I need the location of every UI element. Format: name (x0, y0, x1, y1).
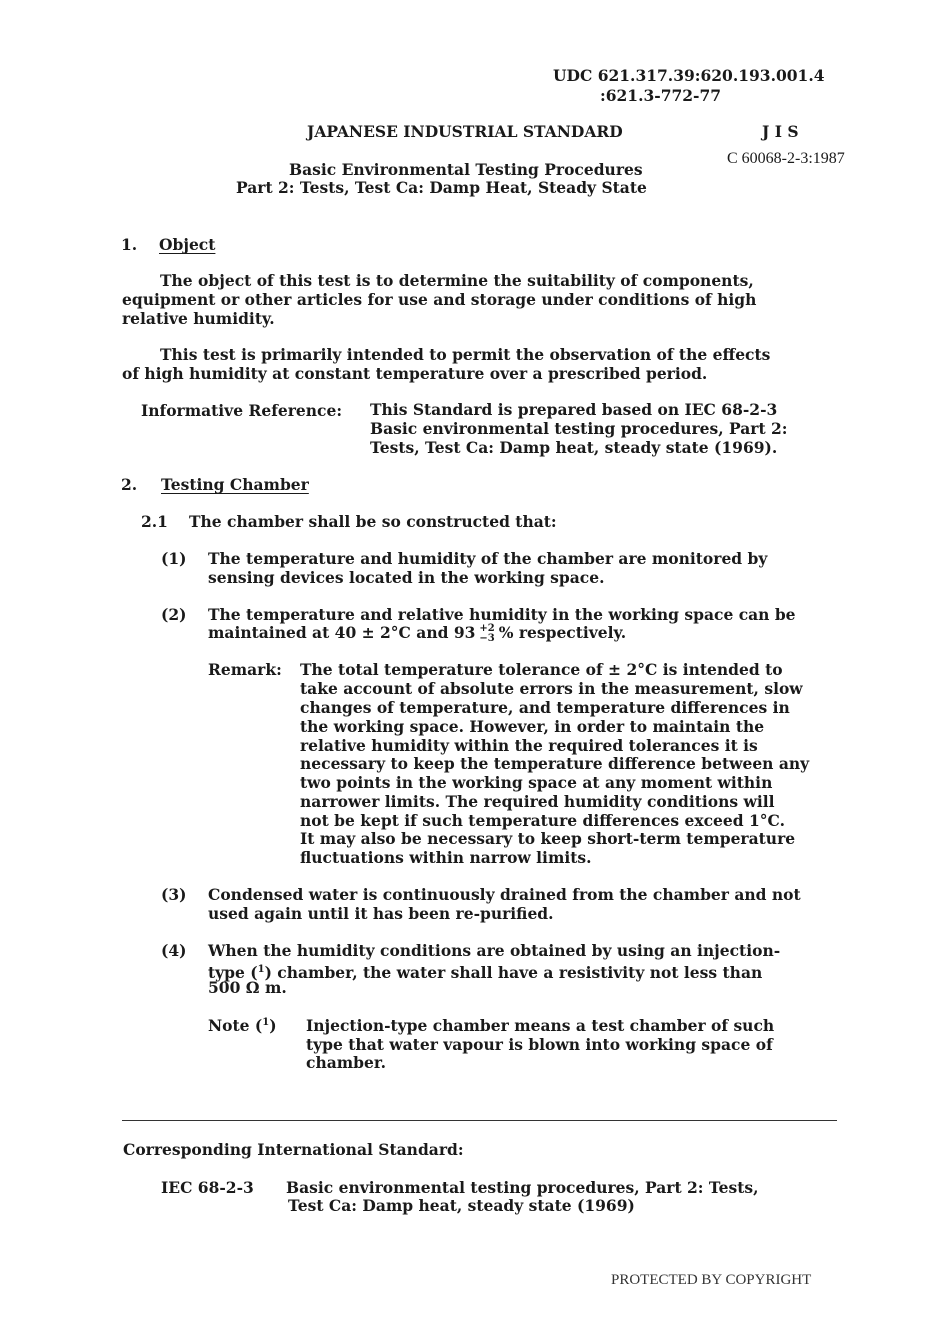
copyright-notice: PROTECTED BY COPYRIGHT (611, 1272, 812, 1288)
text-line: sensing devices located in the working space. (208, 568, 605, 587)
section-2-title: Testing Chamber (161, 475, 309, 494)
section-2-number: 2. (121, 475, 138, 494)
text-line: narrower limits. The required humidity conditions will (300, 792, 775, 811)
note-label (208, 1016, 277, 1035)
item-4-line-2-start: type ( (208, 963, 258, 983)
tolerance-minus: −3 (479, 633, 495, 644)
text-line: It may also be necessary to keep short-term temperature (300, 829, 796, 848)
text-line: two points in the working space at any moment within (300, 773, 773, 792)
text-line: When the humidity conditions are obtained by using an injection- (208, 941, 781, 960)
text-line: necessary to keep the temperature difference between any (300, 754, 810, 773)
item-2-label: (2) (161, 605, 187, 624)
jis-number: C 60068-2-3:1987 (727, 150, 845, 167)
text-line: of high humidity at constant temperature over a prescribed period. (122, 364, 708, 383)
text-line: The total temperature tolerance of ± 2°C is intended to (300, 660, 783, 679)
text-line: Basic environmental testing procedures, Part 2: (370, 419, 788, 438)
text-line: Condensed water is continuously drained from the chamber and not (208, 885, 801, 904)
item-2-line-2-start: maintained at 40 ± 2°C and 93 (208, 623, 476, 642)
text-line: used again until it has been re-purified. (208, 904, 554, 923)
note-label-start: Note ( (208, 1016, 263, 1035)
humidity-tolerance (479, 624, 494, 644)
title-line-2: Part 2: Tests, Test Ca: Damp Heat, Steady State (236, 178, 647, 197)
tolerance-plus: +2 (479, 623, 495, 634)
text-line: 500 Ω m. (208, 978, 287, 997)
item-2-line-2-end: % respectively. (498, 623, 627, 642)
text-line (208, 623, 626, 644)
iec-number: IEC 68-2-3 (161, 1178, 254, 1197)
item-4-line-2-end: ) chamber, the water shall have a resistivity not less than (264, 963, 763, 983)
text-line: type that water vapour is blown into working space of (306, 1035, 773, 1054)
text-line: relative humidity within the required tolerances it is (300, 736, 758, 755)
udc-line-2: :621.3-772-77 (600, 86, 722, 105)
section-1-title: Object (159, 235, 216, 254)
footer-divider (122, 1120, 837, 1121)
footnote-ref: 1 (257, 964, 265, 975)
note-number: 1 (262, 1016, 270, 1028)
item-4-label: (4) (161, 941, 187, 960)
subsection-2-1-text: The chamber shall be so constructed that: (189, 512, 557, 531)
text-line: This test is primarily intended to permit the observation of the effects (160, 345, 771, 364)
note-label-end: ) (269, 1016, 277, 1035)
text-line: the working space. However, in order to maintain the (300, 717, 765, 736)
item-3-label: (3) (161, 885, 187, 904)
text-line: relative humidity. (122, 309, 275, 328)
text-line (208, 960, 762, 982)
standard-name: JAPANESE INDUSTRIAL STANDARD (307, 122, 623, 141)
corresponding-standard-label: Corresponding International Standard: (123, 1140, 464, 1159)
text-line: fluctuations within narrow limits. (300, 848, 592, 867)
text-line: Injection-type chamber means a test chamber of such (306, 1016, 775, 1035)
udc-line-1: UDC 621.317.39:620.193.001.4 (553, 66, 825, 85)
text-line: not be kept if such temperature differences exceed 1°C. (300, 811, 786, 830)
item-1-label: (1) (161, 549, 187, 568)
remark-label: Remark: (208, 660, 282, 679)
text-line: Tests, Test Ca: Damp heat, steady state (1969). (370, 438, 778, 457)
subsection-2-1-number: 2.1 (141, 512, 168, 531)
text-line: This Standard is prepared based on IEC 68-2-3 (370, 400, 778, 419)
informative-reference-label: Informative Reference: (141, 401, 343, 420)
title-line-1: Basic Environmental Testing Procedures (289, 160, 643, 179)
text-line: The object of this test is to determine the suitability of components, (160, 271, 754, 290)
text-line: Test Ca: Damp heat, steady state (1969) (288, 1196, 635, 1215)
text-line: take account of absolute errors in the measurement, slow (300, 679, 803, 698)
text-line: equipment or other articles for use and storage under conditions of high (122, 290, 757, 309)
text-line: chamber. (306, 1053, 386, 1072)
section-1-number: 1. (121, 235, 138, 254)
text-line: The temperature and relative humidity in the working space can be (208, 605, 796, 624)
jis-label: J I S (762, 122, 799, 141)
text-line: The temperature and humidity of the chamber are monitored by (208, 549, 768, 568)
text-line: changes of temperature, and temperature differences in (300, 698, 790, 717)
text-line: Basic environmental testing procedures, Part 2: Tests, (286, 1178, 759, 1197)
